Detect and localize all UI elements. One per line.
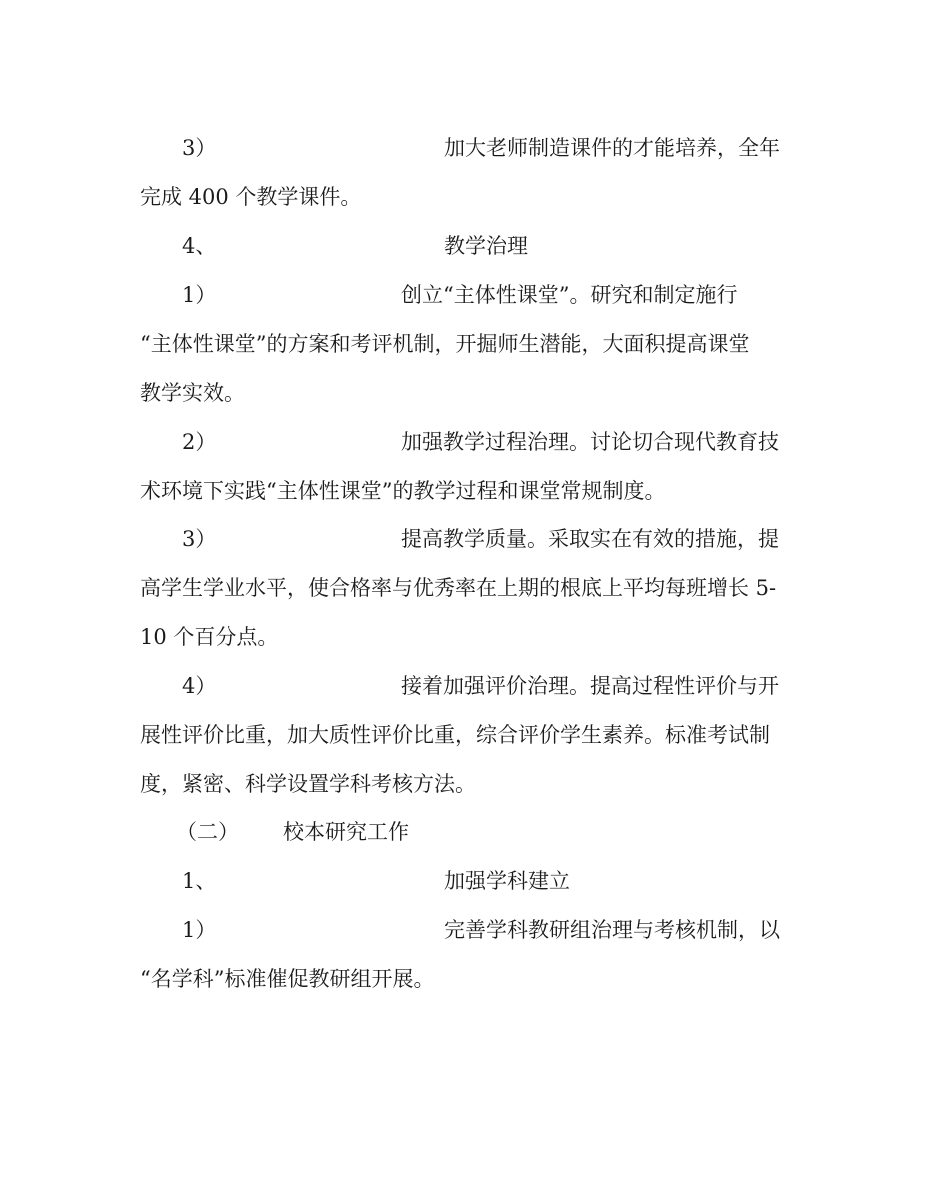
paragraph-line: 教学实效。 xyxy=(140,381,245,405)
paragraph-line: 展性评价比重，加大质性评价比重，综合评价学生素养。标准考试制 xyxy=(140,723,770,747)
paragraph-line: 创立“主体性课堂”。研究和制定施行 xyxy=(401,283,738,307)
paragraph-line: “名学科”标准催促教研组开展。 xyxy=(140,967,435,991)
item-marker: 4） xyxy=(182,674,217,698)
paragraph-line: 接着加强评价治理。提高过程性评价与开 xyxy=(401,674,779,698)
item-marker: 3） xyxy=(182,136,217,160)
paragraph-line: 加强教学过程治理。讨论切合现代教育技 xyxy=(401,430,779,454)
paragraph-line: 术环境下实践“主体性课堂”的教学过程和课堂常规制度。 xyxy=(140,479,666,503)
section-marker: 1、 xyxy=(182,869,217,893)
paragraph-line: 完善学科教研组治理与考核机制，以 xyxy=(444,918,780,942)
section-marker: （二） xyxy=(176,820,239,844)
paragraph-line: “主体性课堂”的方案和考评机制，开掘师生潜能，大面积提高课堂 xyxy=(140,332,750,356)
paragraph-line: 度，紧密、科学设置学科考核方法。 xyxy=(140,772,476,796)
item-marker: 3） xyxy=(182,527,217,551)
item-marker: 1） xyxy=(182,918,217,942)
paragraph-line: 高学生学业水平，使合格率与优秀率在上期的根底上平均每班增长 5- xyxy=(140,576,777,600)
paragraph-line: 提高教学质量。采取实在有效的措施，提 xyxy=(401,527,779,551)
section-marker: 4、 xyxy=(182,234,217,258)
section-heading: 教学治理 xyxy=(444,234,528,258)
section-heading: 加强学科建立 xyxy=(444,869,570,893)
paragraph-line: 完成 400 个教学课件。 xyxy=(140,185,362,209)
paragraph-line: 10 个百分点。 xyxy=(140,625,279,649)
item-marker: 2） xyxy=(182,430,217,454)
section-heading: 校本研究工作 xyxy=(283,820,409,844)
paragraph-line: 加大老师制造课件的才能培养，全年 xyxy=(444,136,780,160)
item-marker: 1） xyxy=(182,283,217,307)
